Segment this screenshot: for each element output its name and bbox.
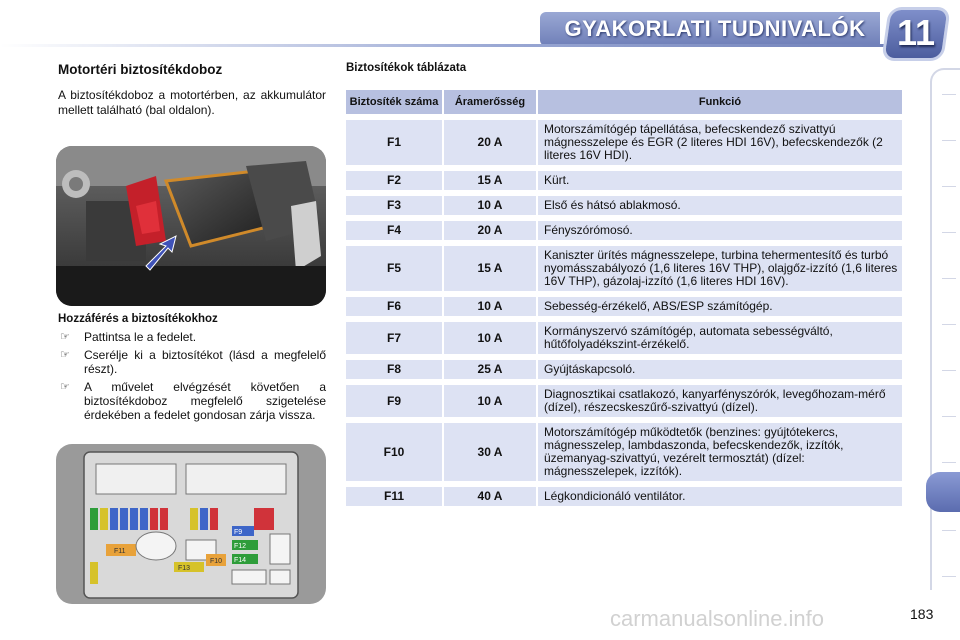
fuse-number: F3 xyxy=(346,196,442,215)
access-steps xyxy=(58,330,326,426)
table-row xyxy=(346,120,902,165)
tab-divider xyxy=(942,186,956,187)
fuse-function: Diagnosztikai csatlakozó, kanyarfényszórók, levegőhozam-mérő (dízel), részecskeszűrő-szivattyú (dízel). xyxy=(538,385,902,417)
column-header-number: Biztosíték száma xyxy=(346,90,442,114)
fuse-number: F11 xyxy=(346,487,442,506)
column-header-function: Funkció xyxy=(538,90,902,114)
fuse-number: F7 xyxy=(346,322,442,354)
table-row xyxy=(346,385,902,417)
table-header-row xyxy=(346,90,902,114)
fuse-number: F9 xyxy=(346,385,442,417)
header-divider xyxy=(0,44,905,47)
chapter-number: 11 xyxy=(896,12,936,53)
fuse-label: F14 xyxy=(234,557,247,564)
list-item xyxy=(58,380,326,422)
tab-divider xyxy=(942,232,956,233)
step-text: Cserélje ki a biztosítékot (lásd a megfelelő részt). xyxy=(84,348,326,376)
pointing-hand-icon: ☞ xyxy=(60,331,70,343)
table-row xyxy=(346,221,902,240)
table-row xyxy=(346,322,902,354)
fuse-box-diagram xyxy=(56,444,326,604)
fuse-function: Motorszámítógép tápellátása, befecskendező szivattyú mágnesszelepe és EGR (2 literes HDI 16V), befecskendezők (2 literes 16V HDI). xyxy=(538,120,902,165)
fuse-amperage: 20 A xyxy=(444,120,536,165)
fuse-amperage: 10 A xyxy=(444,385,536,417)
fuse-amperage: 25 A xyxy=(444,360,536,379)
chapter-title: GYAKORLATI TUDNIVALÓK xyxy=(564,16,866,41)
list-item xyxy=(58,330,326,344)
tab-divider xyxy=(942,462,956,463)
fuse-amperage: 30 A xyxy=(444,423,536,481)
fuse-number: F6 xyxy=(346,297,442,316)
pointing-hand-icon: ☞ xyxy=(60,381,70,393)
fuse-table xyxy=(344,84,904,512)
fuse-label: F13 xyxy=(178,565,191,572)
watermark: carmanualsonline.info xyxy=(610,606,825,631)
fuse-number: F2 xyxy=(346,171,442,190)
fuse-function: Sebesség-érzékelő, ABS/ESP számítógép. xyxy=(538,297,902,316)
fuse-amperage: 15 A xyxy=(444,171,536,190)
table-row xyxy=(346,487,902,506)
list-item xyxy=(58,348,326,376)
fuse-label: F11 xyxy=(114,548,126,555)
column-header-amperage: Áramerősség xyxy=(444,90,536,114)
tab-divider xyxy=(942,94,956,95)
fuse-number: F8 xyxy=(346,360,442,379)
fuse-function: Kürt. xyxy=(538,171,902,190)
fuse-amperage: 10 A xyxy=(444,196,536,215)
fuse-function: Kaniszter ürítés mágnesszelepe, turbina tehermentesítő és turbó nyomásszabályozó (1,6 literes 16V THP), olajgőz-izzító (1,6 literes 16V THP), gázolaj-izzító (1,6 literes HDI 16V). xyxy=(538,246,902,291)
fuse-function: Motorszámítógép működtetők (benzines: gyújtótekercs, mágnesszelep, lambdaszonda, befecskendezők, izzítók, üzemanyag-szivattyú, vezérelt termosztát) (dízel: mágnesszelepek, izzítók). xyxy=(538,423,902,481)
tab-divider xyxy=(942,370,956,371)
tab-divider xyxy=(942,416,956,417)
tab-divider xyxy=(942,530,956,531)
fuse-amperage: 10 A xyxy=(444,297,536,316)
fuse-number: F10 xyxy=(346,423,442,481)
fuse-label: F12 xyxy=(234,543,247,550)
tab-divider xyxy=(942,576,956,577)
fuse-amperage: 20 A xyxy=(444,221,536,240)
tab-divider xyxy=(942,324,956,325)
access-title: Hozzáférés a biztosítékokhoz xyxy=(58,313,218,325)
fuse-amperage: 15 A xyxy=(444,246,536,291)
intro-text: A biztosítékdoboz a motortérben, az akkumulátor mellett található (bal oldalon). xyxy=(58,88,326,117)
fuse-amperage: 10 A xyxy=(444,322,536,354)
tab-divider xyxy=(942,140,956,141)
page-number: 183 xyxy=(910,606,934,622)
fuse-function: Kormányszervó számítógép, automata sebességváltó, hűtőfolyadékszint-érzékelő. xyxy=(538,322,902,354)
pointing-hand-icon: ☞ xyxy=(60,349,70,361)
fuse-function: Gyújtáskapcsoló. xyxy=(538,360,902,379)
table-row xyxy=(346,360,902,379)
fuse-number: F1 xyxy=(346,120,442,165)
fuse-function: Fényszórómosó. xyxy=(538,221,902,240)
table-row xyxy=(346,423,902,481)
table-row xyxy=(346,171,902,190)
fuse-label: F10 xyxy=(210,558,223,565)
table-row xyxy=(346,246,902,291)
section-title: Motortéri biztosítékdoboz xyxy=(58,62,223,77)
fuse-amperage: 40 A xyxy=(444,487,536,506)
fuse-number: F5 xyxy=(346,246,442,291)
table-title: Biztosítékok táblázata xyxy=(346,62,467,74)
engine-bay-photo xyxy=(56,146,326,306)
tab-divider xyxy=(942,278,956,279)
step-text: Pattintsa le a fedelet. xyxy=(84,330,197,344)
side-tab-current-chapter[interactable] xyxy=(926,472,960,512)
fuse-label: F9 xyxy=(234,529,243,536)
table-row xyxy=(346,297,902,316)
step-text: A művelet elvégzését követően a biztosítékdoboz megfelelő szigetelése érdekében a fedelet gondosan zárja vissza. xyxy=(84,380,326,422)
fuse-function: Légkondicionáló ventilátor. xyxy=(538,487,902,506)
fuse-function: Első és hátsó ablakmosó. xyxy=(538,196,902,215)
fuse-number: F4 xyxy=(346,221,442,240)
table-row xyxy=(346,196,902,215)
